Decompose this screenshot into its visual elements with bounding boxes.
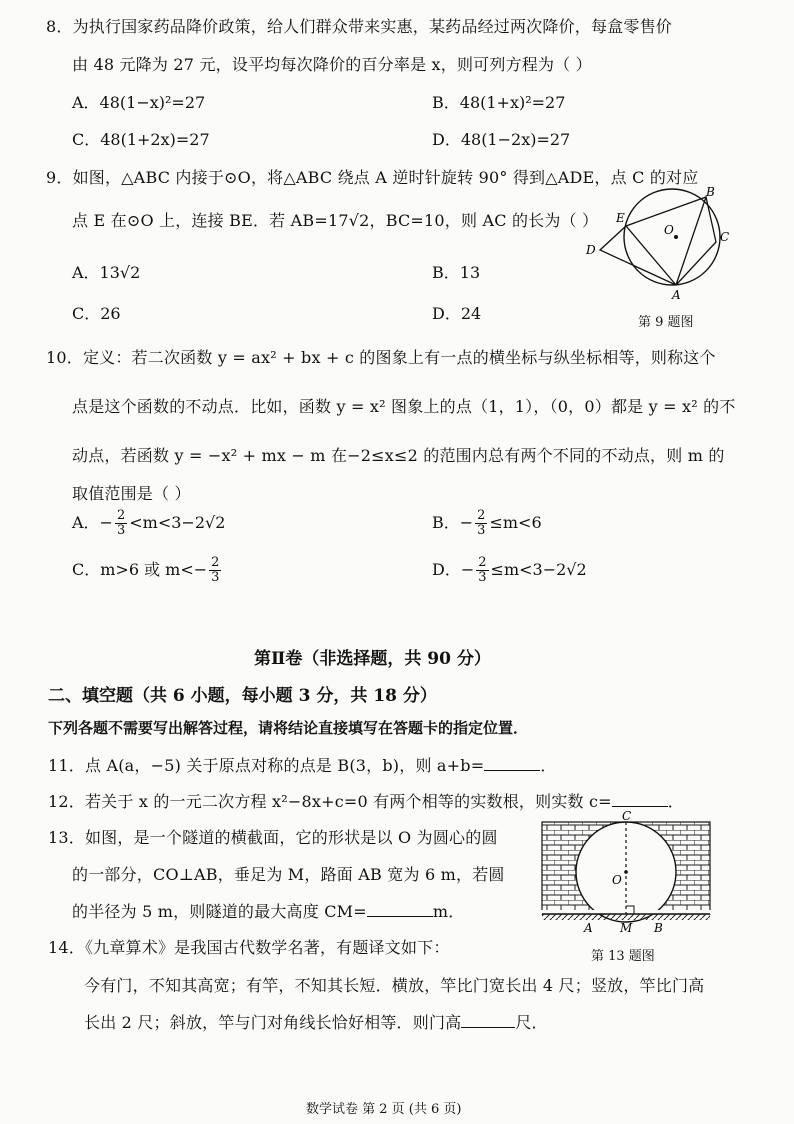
q11 xyxy=(48,753,557,776)
q8-option-b: B．48(1+x)²=27 xyxy=(432,93,566,112)
q10-option-c-prefix: C．m>6 或 m<− xyxy=(72,560,208,579)
q10-option-c xyxy=(72,556,223,585)
q9-circle-o xyxy=(624,189,720,285)
q13-label-m: M xyxy=(620,921,633,934)
q12-text: 12．若关于 x 的一元二次方程 x²−8x+c=0 有两个相等的实数根，则实数 c= xyxy=(48,792,612,811)
q9-label-c: C xyxy=(720,230,730,244)
q10-option-c-frac-num: 2 xyxy=(211,555,220,570)
q9-line2: 点 E 在⊙O 上，连接 BE．若 AB=17√2，BC=10，则 AC 的长为（ ） xyxy=(72,211,599,230)
q10-option-c-frac-den: 3 xyxy=(211,570,220,585)
q9-line1: 9．如图，△ABC 内接于⊙O，将△ABC 绕点 A 逆时针旋转 90° 得到△ADE，点 C 的对应 xyxy=(46,168,699,187)
q9-option-a: A．13√2 xyxy=(72,263,141,282)
q13-label-c: C xyxy=(622,810,632,823)
q9-label-d: D xyxy=(586,243,596,257)
q11-end: ． xyxy=(540,756,557,775)
q13-label-o: O xyxy=(612,873,622,887)
q10-line4: 取值范围是（ ） xyxy=(72,484,191,503)
q10-option-b-suffix: ≤m<6 xyxy=(489,513,542,532)
q13-figure xyxy=(540,810,712,934)
q13-caption: 第 13 题图 xyxy=(591,949,655,964)
q10-option-a-suffix: <m<3−2√2 xyxy=(129,513,226,532)
q9-figure xyxy=(578,186,738,302)
q13-center-dot xyxy=(624,870,628,874)
q10-line3: 动点，若函数 y = −x² + mx − m 在−2≤x≤2 的范围内总有两个不同的不动点，则 m 的 xyxy=(72,446,725,465)
q10-line2: 点是这个函数的不动点．比如，函数 y = x² 图象上的点（1，1），（0，0）都是 y = x² 的不 xyxy=(72,397,736,416)
q14-line1: 14．《九章算术》是我国古代数学名著，有题译文如下： xyxy=(48,938,450,957)
q10-option-d-frac-num: 2 xyxy=(478,555,487,570)
q10-line1: 10．定义：若二次函数 y = ax² + bx + c 的图象上有一点的横坐标与纵坐标相等，则称这个 xyxy=(46,348,716,367)
q14-line3-end: 尺． xyxy=(515,1013,548,1032)
q12-end: ． xyxy=(667,792,684,811)
q9-option-b: B．13 xyxy=(432,263,481,282)
q10-option-b-fraction xyxy=(475,509,487,538)
page-footer: 数学试卷 第 2 页 (共 6 页) xyxy=(306,1102,462,1117)
q13-line3 xyxy=(72,899,464,922)
q10-option-d-suffix: ≤m<3−2√2 xyxy=(490,560,587,579)
q13-label-b: B xyxy=(654,921,663,934)
q10-option-d-fraction xyxy=(476,556,488,585)
q10-option-d-prefix: D．− xyxy=(432,560,475,579)
q13-line2: 的一部分，CO⊥AB，垂足为 M，路面 AB 宽为 6 m，若圆 xyxy=(72,865,505,884)
q10-option-a-frac-den: 3 xyxy=(116,523,126,538)
q14-line3 xyxy=(84,1010,548,1033)
q8-line1: 8．为执行国家药品降价政策，给人们群众带来实惠，某药品经过两次降价，每盒零售价 xyxy=(46,17,672,36)
q10-option-c-fraction xyxy=(209,556,221,585)
q13-line3-end: m． xyxy=(432,902,465,921)
q9-option-c: C．26 xyxy=(72,304,121,323)
q9-label-o: O xyxy=(664,223,674,237)
section2-instruction: 下列各题不需要写出解答过程，请将结论直接填写在答题卡的指定位置． xyxy=(48,719,529,737)
q9-caption: 第 9 题图 xyxy=(638,315,694,330)
q13-label-a: A xyxy=(584,921,593,934)
q10-option-a-prefix: A．− xyxy=(72,513,113,532)
q14-line3-text: 长出 2 尺；斜放，竿与门对角线长恰好相等．则门高 xyxy=(84,1013,462,1032)
q13-answer-blank[interactable] xyxy=(367,902,433,917)
q10-option-d xyxy=(432,556,587,585)
q9-label-e: E xyxy=(616,211,625,225)
section2-title: 二、填空题（共 6 小题，每小题 3 分，共 18 分） xyxy=(48,686,437,706)
q9-option-d: D．24 xyxy=(432,304,482,323)
q9-center-dot xyxy=(674,235,678,239)
q10-option-a-fraction xyxy=(115,509,127,538)
q8-line2: 由 48 元降为 27 元，设平均每次降价的百分率是 x，则可列方程为（ ） xyxy=(72,55,592,74)
part2-title: 第Ⅱ卷（非选择题，共 90 分） xyxy=(254,649,491,669)
q13-line1: 13．如图，是一个隧道的横截面，它的形状是以 O 为圆心的圆 xyxy=(48,828,498,847)
q10-option-b-prefix: B．− xyxy=(432,513,474,532)
q8-option-d: D．48(1−2x)=27 xyxy=(432,130,571,149)
q12 xyxy=(48,789,684,812)
q8-option-a: A．48(1−x)²=27 xyxy=(72,93,206,112)
q9-label-a: A xyxy=(672,288,681,302)
q9-segment-be xyxy=(626,197,706,226)
q11-answer-blank[interactable] xyxy=(484,756,540,771)
q10-option-b-frac-num: 2 xyxy=(477,508,486,523)
q10-option-a xyxy=(72,509,225,538)
q9-label-b: B xyxy=(706,186,715,199)
q13-ground-hatch xyxy=(542,914,710,920)
q12-answer-blank[interactable] xyxy=(612,792,668,807)
q11-text: 11．点 A(a，−5) 关于原点对称的点是 B(3，b)，则 a+b= xyxy=(48,756,485,775)
q14-line2: 今有门，不知其高宽；有竿，不知其长短．横放，竿比门宽长出 4 尺；竖放，竿比门高 xyxy=(84,976,705,995)
q10-option-d-frac-den: 3 xyxy=(478,570,487,585)
q8-option-c: C．48(1+2x)=27 xyxy=(72,130,210,149)
q10-option-b-frac-den: 3 xyxy=(477,523,486,538)
q10-option-b xyxy=(432,509,542,538)
q10-option-a-frac-num: 2 xyxy=(116,508,126,523)
q13-line3-text: 的半径为 5 m，则隧道的最大高度 CM= xyxy=(72,902,367,921)
q9-triangle-abc xyxy=(676,197,716,285)
q14-answer-blank[interactable] xyxy=(461,1013,515,1028)
